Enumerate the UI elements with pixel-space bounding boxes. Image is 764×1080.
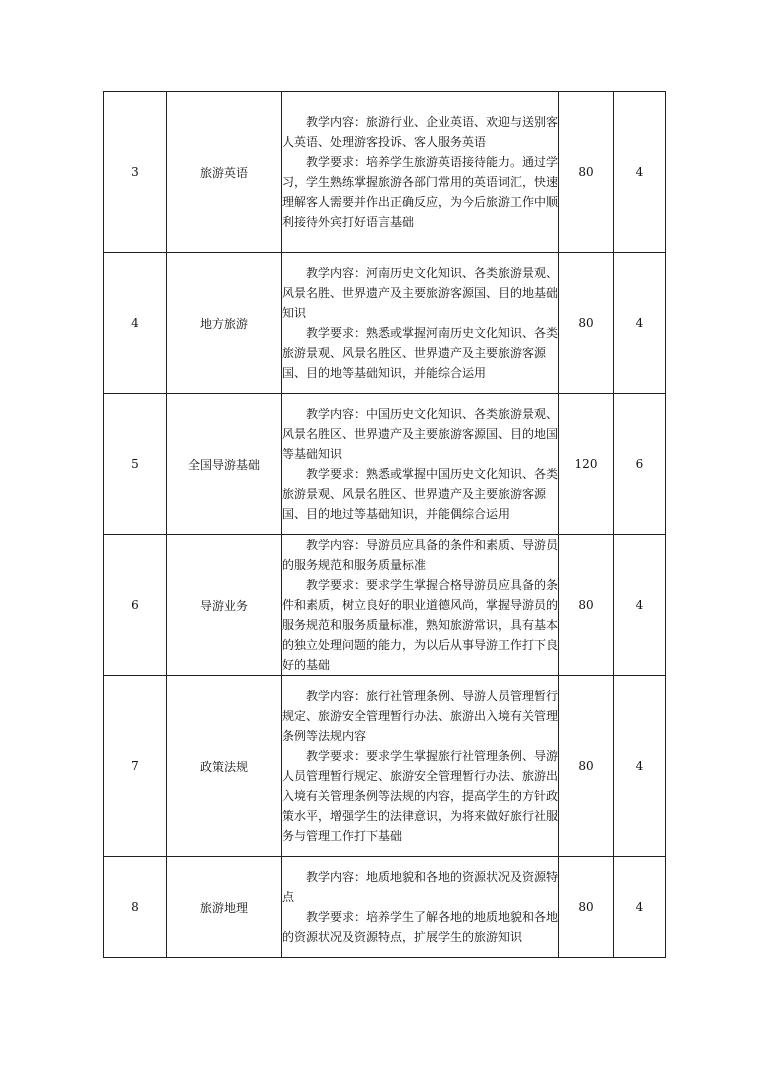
course-hours: 80	[559, 857, 614, 958]
course-content: 教学内容：地质地貌和各地的资源状况及资源特点	[282, 870, 559, 904]
table-row	[104, 394, 666, 535]
course-number: 8	[104, 857, 167, 958]
course-credits: 4	[614, 92, 666, 253]
course-name: 全国导游基础	[167, 394, 282, 535]
course-content: 教学内容：旅游行业、企业英语、欢迎与送别客人英语、处理游客投诉、客人服务英语	[282, 115, 559, 149]
course-requirement: 教学要求：培养学生旅游英语接待能力。通过学习，学生熟练掌握旅游各部门常用的英语词汇，快速理解客人需要并作出正确反应，为今后旅游工作中顺利接待外宾打好语言基础	[282, 155, 559, 229]
table-row	[104, 857, 666, 958]
course-credits: 6	[614, 394, 666, 535]
course-hours: 120	[559, 394, 614, 535]
table-row	[104, 676, 666, 857]
course-requirement: 教学要求：要求学生掌握合格导游员应具备的条件和素质，树立良好的职业道德风尚，掌握导游员的服务规范和服务质量标准，熟知旅游常识，具有基本的独立处理问题的能力，为以后从事导游工作打下良好的基础	[282, 578, 559, 672]
course-credits: 4	[614, 676, 666, 857]
course-hours: 80	[559, 92, 614, 253]
course-name: 旅游英语	[167, 92, 282, 253]
course-number: 4	[104, 253, 167, 394]
course-description	[282, 253, 559, 394]
course-content: 教学内容：中国历史文化知识、各类旅游景观、风景名胜区、世界遗产及主要旅游客源国、目的地国等基础知识	[282, 407, 559, 461]
course-description	[282, 857, 559, 958]
course-description	[282, 394, 559, 535]
course-number: 6	[104, 535, 167, 676]
course-name: 旅游地理	[167, 857, 282, 958]
course-credits: 4	[614, 535, 666, 676]
course-description	[282, 535, 559, 676]
table-row	[104, 535, 666, 676]
course-table	[103, 91, 666, 958]
course-credits: 4	[614, 857, 666, 958]
course-content: 教学内容：河南历史文化知识、各类旅游景观、风景名胜、世界遗产及主要旅游客源国、目的地基础知识	[282, 266, 559, 320]
table-row	[104, 253, 666, 394]
course-name: 地方旅游	[167, 253, 282, 394]
course-requirement: 教学要求：熟悉或掌握河南历史文化知识、各类旅游景观、风景名胜区、世界遗产及主要旅游客源国、目的地等基础知识，并能综合运用	[282, 326, 559, 380]
course-requirement: 教学要求：要求学生掌握旅行社管理条例、导游人员管理暂行规定、旅游安全管理暂行办法、旅游出入境有关管理条例等法规的内容，提高学生的方针政策水平，增强学生的法律意识，为将来做好旅行社服务与管理工作打下基础	[282, 749, 559, 843]
course-hours: 80	[559, 676, 614, 857]
course-content: 教学内容：旅行社管理条例、导游人员管理暂行规定、旅游安全管理暂行办法、旅游出入境有关管理条例等法规内容	[282, 689, 559, 743]
course-hours: 80	[559, 535, 614, 676]
course-number: 5	[104, 394, 167, 535]
course-name: 导游业务	[167, 535, 282, 676]
course-description	[282, 92, 559, 253]
course-content: 教学内容：导游员应具备的条件和素质、导游员的服务规范和服务质量标准	[282, 538, 559, 572]
course-hours: 80	[559, 253, 614, 394]
course-name: 政策法规	[167, 676, 282, 857]
course-number: 3	[104, 92, 167, 253]
course-requirement: 教学要求：熟悉或掌握中国历史文化知识、各类旅游景观、风景名胜区、世界遗产及主要旅游客源国、目的地过等基础知识，并能偶综合运用	[282, 467, 559, 521]
course-number: 7	[104, 676, 167, 857]
course-credits: 4	[614, 253, 666, 394]
course-requirement: 教学要求：培养学生了解各地的地质地貌和各地的资源状况及资源特点，扩展学生的旅游知识	[282, 910, 559, 944]
table-row	[104, 92, 666, 253]
course-description	[282, 676, 559, 857]
